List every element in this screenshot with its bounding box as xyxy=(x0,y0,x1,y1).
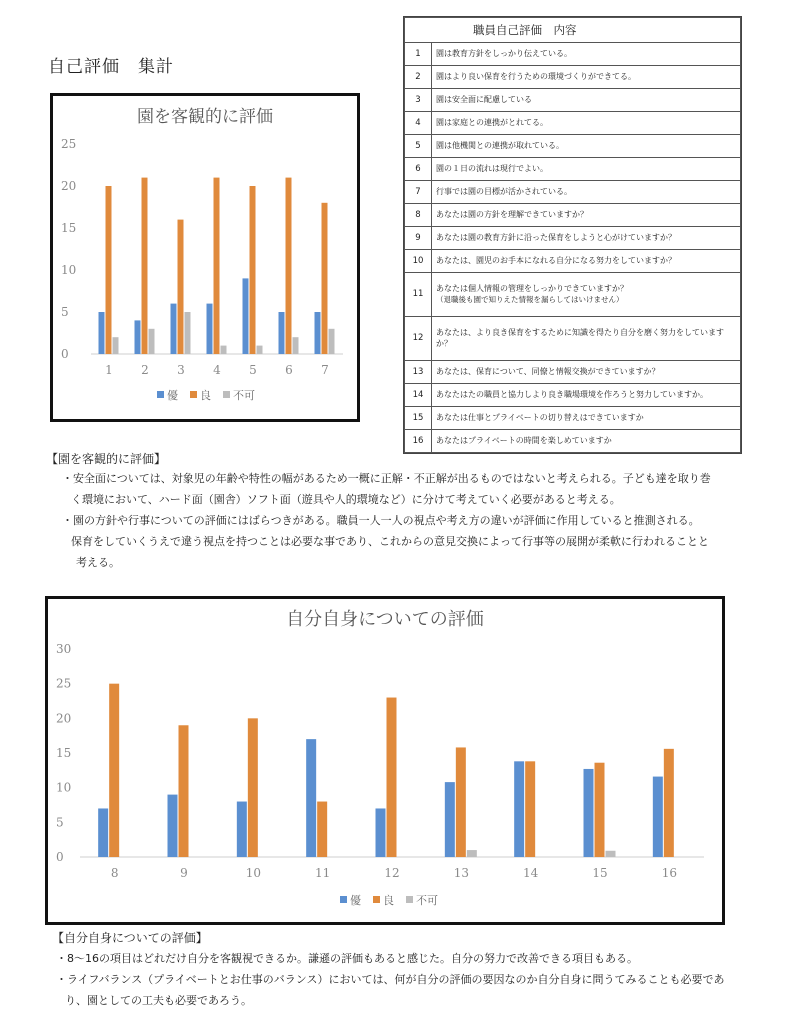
table-row xyxy=(405,249,741,272)
chart1-bar-good xyxy=(178,220,184,354)
table-row-text-cell xyxy=(432,43,741,66)
criteria-table xyxy=(403,16,742,454)
chart1-bar-excellent xyxy=(171,304,177,354)
chart2-ytick-label: 15 xyxy=(56,746,72,760)
chart2-bar-excellent xyxy=(237,802,247,857)
table-row xyxy=(405,272,741,316)
section1-body xyxy=(62,468,772,573)
chart2-legend-label: 不可 xyxy=(416,894,438,907)
table-row xyxy=(405,406,741,429)
table-row-number: 7 xyxy=(405,180,432,203)
table-body xyxy=(405,43,741,453)
chart2-xtick-label: 9 xyxy=(180,866,188,880)
table-row xyxy=(405,383,741,406)
chart2-ytick-label: 5 xyxy=(56,815,64,830)
chart1-bar-poor xyxy=(329,329,335,354)
table-row xyxy=(405,429,741,452)
chart2-xtick-label: 15 xyxy=(592,866,608,880)
table-row-text: あなたは園の教育方針に沿った保育をしようと心がけていますか？ xyxy=(436,233,676,243)
table-row-text: 園はより良い保育を行うための環境づくりができてる。 xyxy=(436,72,636,82)
chart1-ytick-label: 5 xyxy=(61,305,69,319)
section1-line: ・園の方針や行事についての評価にはばらつきがある。職員一人一人の視点や考え方の違いが評価に作用していると推測される。 xyxy=(62,514,700,527)
chart2-bar-good xyxy=(317,802,327,857)
chart1-legend-label: 優 xyxy=(167,389,178,402)
chart2-bar-good xyxy=(248,718,258,857)
section2-body xyxy=(56,948,766,1011)
table-row xyxy=(405,65,741,88)
table-row-text: 園の１日の流れは現行でよい。 xyxy=(436,164,548,174)
chart2-bar-excellent xyxy=(584,769,594,857)
chart2-legend-swatch xyxy=(406,896,413,903)
chart1-bar-poor xyxy=(293,337,299,354)
chart1-bar-excellent xyxy=(315,312,321,354)
table-row-text-cell xyxy=(432,180,741,203)
table-row-text-cell xyxy=(432,249,741,272)
table-row-number: 6 xyxy=(405,157,432,180)
table-row xyxy=(405,226,741,249)
chart2-xtick-label: 16 xyxy=(661,866,677,880)
table-row-text: 園は他機関との連携が取れている。 xyxy=(436,141,564,151)
table-row-text: 園は教育方針をしっかり伝えている。 xyxy=(436,49,572,59)
table-row-number: 11 xyxy=(405,272,432,316)
chart2-bar-excellent xyxy=(376,808,386,857)
chart2-title: 自分自身についての評価 xyxy=(286,609,484,630)
chart1-bar-excellent xyxy=(243,278,249,354)
chart1-xtick-label: 2 xyxy=(141,363,149,377)
table-row-text-cell xyxy=(432,316,741,360)
table-header: 職員自己評価 内容 xyxy=(405,18,741,43)
table-row xyxy=(405,360,741,383)
table-row-number: 10 xyxy=(405,249,432,272)
chart1-legend-swatch xyxy=(223,391,230,398)
chart2-bar-good xyxy=(456,747,466,857)
section2-line: ・8～16の項目はどれだけ自分を客観視できるか。謙遜の評価もあると感じた。自分の努力で改善できる項目もある。 xyxy=(56,952,638,965)
chart2-ytick-label: 0 xyxy=(56,850,64,864)
chart2-bar-excellent xyxy=(168,795,178,857)
table-row-text: 園は安全面に配慮している xyxy=(436,95,532,105)
chart2-xtick-label: 14 xyxy=(523,866,539,880)
chart1-xtick-label: 1 xyxy=(105,363,113,377)
chart2-xtick-label: 8 xyxy=(110,866,119,880)
table-row-text: 行事では園の目標が活かされている。 xyxy=(436,187,572,197)
table-row xyxy=(405,111,741,134)
table-row-number: 12 xyxy=(405,316,432,360)
chart1-bar-good xyxy=(286,178,292,354)
table-row xyxy=(405,180,741,203)
chart2-bar-excellent xyxy=(306,739,316,857)
chart2-ytick-label: 30 xyxy=(56,642,72,656)
chart2-bar-excellent xyxy=(98,808,108,857)
section1-line: 考える。 xyxy=(76,556,120,569)
chart1-ytick-label: 0 xyxy=(61,347,69,361)
table-row-number: 1 xyxy=(405,43,432,66)
table-row-text-cell xyxy=(432,383,741,406)
chart-facility-evaluation-svg xyxy=(53,96,357,419)
chart1-legend-label: 不可 xyxy=(233,389,255,402)
page-title: 自己評価 集計 xyxy=(48,57,174,77)
table-row-text-cell xyxy=(432,272,741,316)
chart2-ytick-label: 20 xyxy=(56,711,72,726)
table-row-text-cell xyxy=(432,429,741,452)
chart2-bar-poor xyxy=(606,851,616,857)
table-row-number: 8 xyxy=(405,203,432,226)
chart1-legend-swatch xyxy=(157,391,164,398)
table-row-text-cell xyxy=(432,157,741,180)
table-row-text-cell xyxy=(432,111,741,134)
chart1-xtick-label: 7 xyxy=(321,363,329,377)
table-row xyxy=(405,134,741,157)
table-row-text: あなたは園の方針を理解できていますか？ xyxy=(436,210,588,220)
table-row xyxy=(405,203,741,226)
chart1-bar-good xyxy=(322,203,328,354)
table-row xyxy=(405,88,741,111)
chart-self-evaluation-svg xyxy=(48,599,722,922)
section2-line: ・ライフバランス（プライベートとお仕事のバランス）においては、何が自分の評価の要因なのか自分自身に問うてみることも必要であ xyxy=(56,973,725,986)
table-row-text: あなたは、より良き保育をするために知識を得たり自分を磨く努力をしていますか？ xyxy=(436,328,724,349)
chart1-bar-good xyxy=(250,186,256,354)
chart1-xtick-label: 3 xyxy=(177,363,185,377)
chart1-bar-poor xyxy=(221,346,227,354)
chart2-bar-good xyxy=(387,698,397,857)
table-row-text: あなたは、保育について、同僚と情報交換ができていますか？ xyxy=(436,367,660,377)
table-row-note: （退職後も園で知りえた情報を漏らしてはいけません） xyxy=(436,295,624,305)
section1-line: 保育をしていくうえで違う視点を持つことは必要な事であり、これからの意見交換によって行事等の展開が柔軟に行われることと xyxy=(71,535,709,548)
table-row-number: 3 xyxy=(405,88,432,111)
chart1-ytick-label: 25 xyxy=(61,137,77,151)
chart2-ytick-label: 10 xyxy=(56,780,72,795)
table-row-text: 園は家庭との連携がとれてる。 xyxy=(436,118,548,128)
chart1-bar-excellent xyxy=(99,312,105,354)
chart1-legend-swatch xyxy=(190,391,197,398)
chart1-bar-good xyxy=(214,178,220,354)
chart2-bar-good xyxy=(109,684,119,857)
chart1-ytick-label: 20 xyxy=(61,179,77,193)
table-row-text-cell xyxy=(432,226,741,249)
chart1-ytick-label: 10 xyxy=(61,263,77,277)
table-row-number: 9 xyxy=(405,226,432,249)
chart1-ytick-label: 15 xyxy=(61,221,77,235)
chart2-legend-label: 優 xyxy=(350,894,361,907)
chart1-xtick-label: 4 xyxy=(213,363,221,377)
table-row-number: 4 xyxy=(405,111,432,134)
table-row-text: あなたはプライベートの時間を楽しめていますか xyxy=(436,436,612,446)
chart2-legend-label: 良 xyxy=(383,894,394,907)
chart2-xtick-label: 12 xyxy=(384,866,400,880)
chart1-bar-excellent xyxy=(207,304,213,354)
table-row-text-cell xyxy=(432,360,741,383)
table-row xyxy=(405,157,741,180)
table-row-text-cell xyxy=(432,134,741,157)
chart1-bar-good xyxy=(142,178,148,354)
table-row-text-cell xyxy=(432,406,741,429)
chart1-bar-poor xyxy=(113,337,119,354)
table-row-text: あなたは仕事とプライベートの切り替えはできていますか xyxy=(436,413,644,423)
chart1-bar-poor xyxy=(257,346,263,354)
chart2-xtick-label: 11 xyxy=(315,866,331,880)
chart1-bar-excellent xyxy=(135,320,141,354)
table-row-text-cell xyxy=(432,203,741,226)
chart1-bar-good xyxy=(106,186,112,354)
chart1-bar-poor xyxy=(149,329,155,354)
chart2-bar-good xyxy=(664,749,674,857)
section1-line: く環境において、ハード面（園舎）ソフト面（遊具や人的環境など）に分けて考えていく必要があると考える。 xyxy=(71,493,621,506)
section2-line: り、園としての工夫も必要であろう。 xyxy=(65,994,252,1007)
chart-self-evaluation xyxy=(45,596,725,925)
chart1-xtick-label: 6 xyxy=(285,363,293,377)
chart2-bar-good xyxy=(525,761,535,857)
chart1-xtick-label: 5 xyxy=(249,363,257,377)
table-row-text-cell xyxy=(432,88,741,111)
section1-heading: 【園を客観的に評価】 xyxy=(46,452,167,466)
chart-facility-evaluation xyxy=(50,93,360,422)
section1-line: ・安全面については、対象児の年齢や特性の幅があるため一概に正解・不正解が出るものではないと考えられる。子ども達を取り巻 xyxy=(62,472,711,485)
chart1-bar-excellent xyxy=(279,312,285,354)
section2-heading: 【自分自身についての評価】 xyxy=(52,931,208,945)
chart2-bar-excellent xyxy=(514,761,524,857)
table-row-number: 5 xyxy=(405,134,432,157)
chart1-legend-label: 良 xyxy=(200,389,211,402)
chart2-legend-swatch xyxy=(373,896,380,903)
chart2-bar-excellent xyxy=(445,782,455,857)
chart2-legend-swatch xyxy=(340,896,347,903)
table-row-text: あなたは個人情報の管理をしっかりできていますか？ xyxy=(436,284,628,294)
chart2-xtick-label: 13 xyxy=(453,866,469,880)
chart2-bar-excellent xyxy=(653,777,663,857)
table-row xyxy=(405,316,741,360)
table-row xyxy=(405,43,741,66)
table-row-number: 13 xyxy=(405,360,432,383)
table-row-text: あなたは、園児のお手本になれる自分になる努力をしていますか？ xyxy=(436,256,676,266)
chart2-bar-good xyxy=(595,763,605,857)
chart2-xtick-label: 10 xyxy=(245,866,261,880)
table-row-number: 16 xyxy=(405,429,432,452)
chart2-bar-good xyxy=(179,725,189,857)
chart2-ytick-label: 25 xyxy=(56,676,72,691)
table-row-number: 14 xyxy=(405,383,432,406)
chart2-bar-poor xyxy=(467,850,477,857)
table-row-text: あなたはたの職員と協力しより良き職場環境を作ろうと努力していますか。 xyxy=(436,390,708,400)
chart1-bar-poor xyxy=(185,312,191,354)
chart1-title: 園を客観的に評価 xyxy=(137,107,273,127)
table-row-text-cell xyxy=(432,65,741,88)
table-row-number: 15 xyxy=(405,406,432,429)
table-row-number: 2 xyxy=(405,65,432,88)
